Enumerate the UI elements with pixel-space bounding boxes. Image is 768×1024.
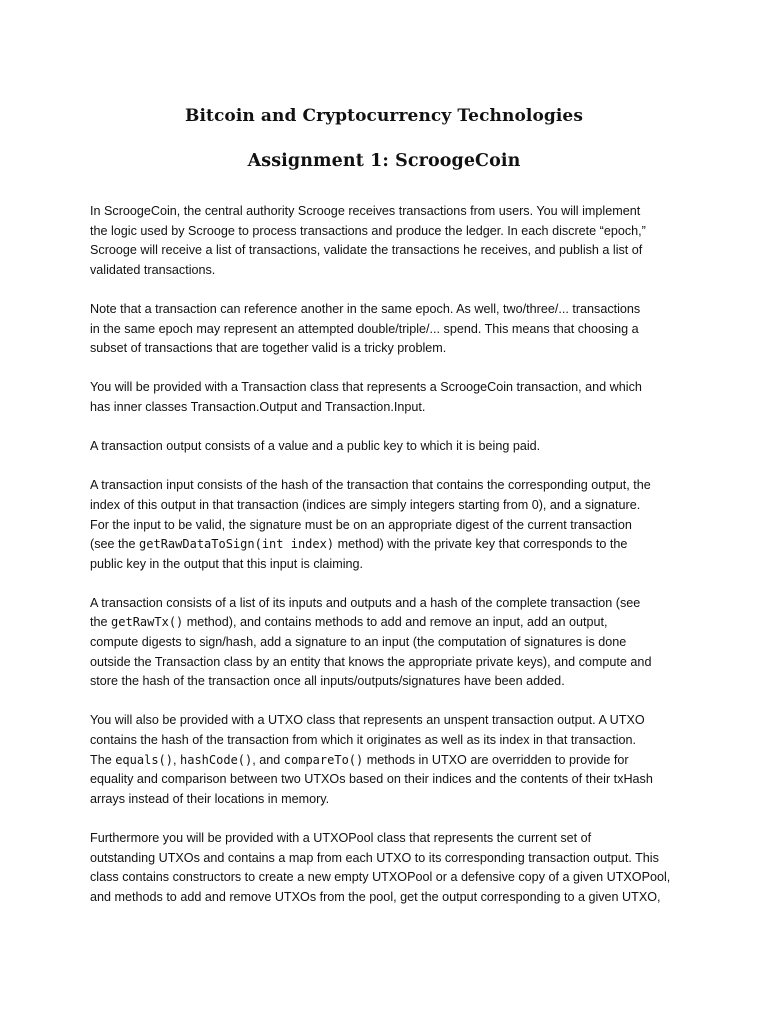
text-fragment: , <box>173 752 180 767</box>
text-fragment: the <box>90 615 112 630</box>
text-line: compute digests to sign/hash, add a signature to an input (the computation of signatures is done <box>90 635 627 650</box>
text-fragment: method) with the private key that corresponds to the <box>334 537 628 552</box>
text-line: and methods to add and remove UTXOs from the pool, get the output corresponding to a given UTXO, <box>90 889 661 904</box>
paragraph-utxo-pool <box>90 829 688 907</box>
text-fragment: (see the <box>90 537 140 552</box>
text-line: store the hash of the transaction once all inputs/outputs/signatures have been added. <box>90 674 565 689</box>
document-title: Bitcoin and Cryptocurrency Technologies <box>184 106 584 126</box>
text-line <box>90 751 688 771</box>
paragraph-epoch-note <box>90 300 688 359</box>
text-line: in the same epoch may represent an attempted double/triple/... spend. This means that choosing a <box>90 321 639 336</box>
text-line: contains the hash of the transaction from which it originates as well as its index in that transaction. <box>90 733 637 748</box>
text-line: A transaction consists of a list of its inputs and outputs and a hash of the complete transaction (see <box>90 595 641 610</box>
code-equals: equals() <box>115 752 173 767</box>
text-line: has inner classes Transaction.Output and Transaction.Input. <box>90 399 426 414</box>
text-line: the logic used by Scrooge to process transactions and produce the ledger. In each discrete “epoch,” <box>90 223 646 238</box>
document-body <box>90 202 688 927</box>
code-get-raw-tx: getRawTx() <box>111 615 184 630</box>
text-fragment: methods in UTXO are overridden to provide for <box>363 752 629 767</box>
text-line: arrays instead of their locations in memory. <box>90 791 330 806</box>
paragraph-transaction-output <box>90 437 688 457</box>
assignment-title: Assignment 1: ScroogeCoin <box>247 151 521 171</box>
text-line: public key in the output that this input is claiming. <box>90 556 364 571</box>
text-line: You will also be provided with a UTXO class that represents an unspent transaction output. A UTXO <box>90 713 645 728</box>
text-line: outstanding UTXOs and contains a map from each UTXO to its corresponding transaction output. This <box>90 850 659 865</box>
text-line: validated transactions. <box>90 262 216 277</box>
text-line: subset of transactions that are together valid is a tricky problem. <box>90 341 447 356</box>
text-line: In ScroogeCoin, the central authority Scrooge receives transactions from users. You will implement <box>90 204 641 218</box>
text-line <box>90 613 688 633</box>
text-line: class contains constructors to create a new empty UTXOPool or a defensive copy of a given UTXOPool, <box>90 870 671 885</box>
text-fragment: , and <box>252 752 284 767</box>
paragraph-transaction-structure <box>90 594 688 692</box>
text-line: A transaction input consists of the hash of the transaction that contains the corresponding output, the <box>90 478 651 493</box>
text-line: index of this output in that transaction (indices are simply integers starting from 0), and a signature. <box>90 497 641 512</box>
text-line: Note that a transaction can reference another in the same epoch. As well, two/three/... transactions <box>90 301 641 316</box>
text-line: You will be provided with a Transaction class that represents a ScroogeCoin transaction, and which <box>90 380 642 395</box>
code-get-raw-data-to-sign: getRawDataToSign(int index) <box>139 537 335 552</box>
paragraph-intro <box>90 202 688 280</box>
text-line: equality and comparison between two UTXOs based on their indices and the contents of their txHash <box>90 772 653 787</box>
text-line: Furthermore you will be provided with a UTXOPool class that represents the current set of <box>90 831 592 845</box>
text-fragment: The <box>90 752 116 767</box>
paragraph-transaction-input <box>90 476 688 574</box>
text-line <box>90 535 688 555</box>
code-hash-code: hashCode() <box>180 752 253 767</box>
text-line: A transaction output consists of a value and a public key to which it is being paid. <box>90 439 541 454</box>
text-line: For the input to be valid, the signature must be on an appropriate digest of the current transaction <box>90 517 632 532</box>
text-fragment: method), and contains methods to add and remove an input, add an output, <box>183 615 608 630</box>
paragraph-utxo-class <box>90 711 688 809</box>
text-line: Scrooge will receive a list of transactions, validate the transactions he receives, and publish a list of <box>90 243 643 258</box>
code-compare-to: compareTo() <box>283 752 364 767</box>
text-line: outside the Transaction class by an entity that knows the appropriate private keys), and compute and <box>90 654 652 669</box>
paragraph-transaction-class <box>90 378 688 417</box>
